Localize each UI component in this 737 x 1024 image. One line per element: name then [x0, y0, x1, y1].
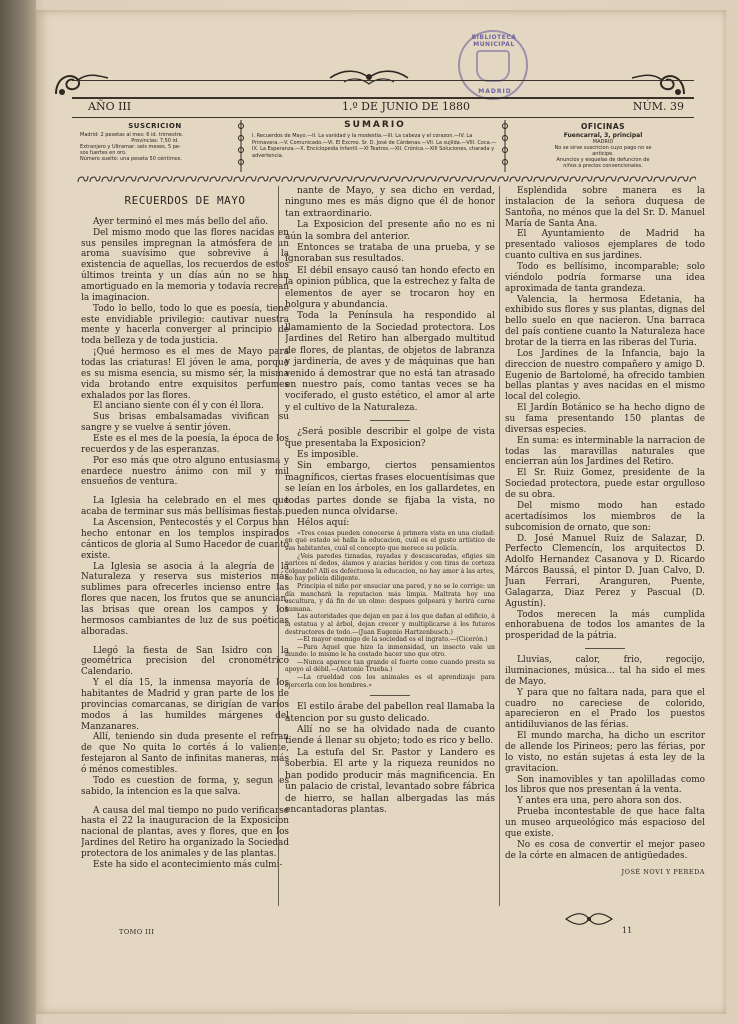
- article-paragraph: A causa del mal tiempo no pudo verificarse hasta el 22 la inauguracion de la Exposicion nacional de plantas, aves y flores, que en los Jardines del Retiro ha organizado la Sociedad protectora de los animales y de las plantas.: [81, 805, 289, 859]
- article-paragraph: El Ayuntamiento de Madrid ha presentado valiosos ejemplares de todo cuanto cultiva en sus jardines.: [505, 229, 705, 262]
- volume-footer: TOMO III: [119, 928, 155, 936]
- article-paragraph: Todos merecen la más cumplida enhorabuena de todos los amantes de la prosperidad de la pátria.: [505, 609, 705, 642]
- article-paragraph: Del mismo modo que las flores nacidas en sus pensiles impregnan la atmósfera de un aroma suavísimo que sobrevive á la existencia de aquellas, los recuerdos de estos últimos treinta y un días aún no se han amortiguado en la memoria y todavía recrean la imaginacion.: [81, 227, 289, 303]
- border-scroll-segment: [426, 176, 436, 182]
- header-top-rule: [72, 80, 694, 81]
- article-paragraph: Por eso más que otro alguno entusiasma y enardece nuestro ánimo con mil y mil ensueños de ventura.: [81, 455, 289, 488]
- article-paragraph: D. José Manuel Ruiz de Salazar, D. Perfecto Clemencín, los arquitectos D. Adolfo Hernandez Casanova y D. Ricardo Márcos Baussá, el pintor D. Juan Calvo, D. Juan Ferrari, Aranguren, Puente, Galagarza, Diaz Perez y Pascual (D. Agustín).: [505, 533, 705, 609]
- article-paragraph: La Iglesia se asocia á la alegría de la Naturaleza y reserva sus misterios más sublimes para ofrecerles incienso entre las flores que nacen, los frutos que se anuncian, las brisas que orean los campos y los hermosos cambiantes de luz de sus poéticas alboradas.: [81, 561, 289, 637]
- border-scroll-segment: [78, 176, 88, 182]
- article-paragraph: Todo es bellísimo, incomparable; solo viéndolo podría formarse una idea aproximada de tanta grandeza.: [505, 262, 705, 294]
- article-paragraph: Y el día 15, la inmensa mayoría de los habitantes de Madrid y gran parte de los de provincias comarcanas, se dirigían de varios modos á las humildes márgenes del Manzanares.: [81, 678, 289, 732]
- border-scroll-segment: [150, 176, 160, 182]
- article-paragraph: ¡Qué hermoso es el mes de Mayo para todas las criaturas! El jóven le ama, porque es su misma esencia, su mismo sér, la misma vida brotando entre exquisitos perfumes exhalados por las flores.: [81, 347, 289, 401]
- article-paragraph: Toda la Península ha respondido al llamamiento de la Sociedad protectora. Los Jardines del Retiro han albergado multitud de flores, de plantas, de objetos de labranza y jardinería, de aves y de máquinas que han venido á demostrar que no está tan atrasado en nuestro país, como tantas veces se ha vociferado, el gusto estético, el amor al arte y el cultivo de la Naturaleza.: [285, 311, 495, 413]
- article-paragraph: En suma: es interminable la narracion de todas las maravillas naturales que encierran aún los Jardines del Retiro.: [505, 435, 705, 468]
- border-scroll-segment: [510, 176, 520, 182]
- border-scroll-segment: [450, 176, 460, 182]
- border-scroll-segment: [138, 176, 148, 182]
- border-scroll-segment: [342, 176, 352, 182]
- border-scroll-segment: [294, 176, 304, 182]
- border-scroll-segment: [162, 176, 172, 182]
- article-paragraph: Allí no se ha olvidado nada de cuanto tiende á llenar su objeto; todo es rico y bello.: [285, 725, 495, 747]
- article-paragraph: Allí, teniendo sin duda presente el refran de que No quita lo cortés á lo valiente, festejaron al Santo de infinitas maneras, más ó ménos comestibles.: [81, 732, 289, 775]
- stamp-text-top: BIBLIOTECA MUNICIPAL: [471, 34, 517, 48]
- border-scroll-segment: [678, 176, 688, 182]
- page-number: 11: [622, 926, 633, 935]
- center-fleuron-icon: [324, 66, 414, 88]
- border-scroll-segment: [354, 176, 364, 182]
- article-paragraph: Y antes era una, pero ahora son dos.: [517, 796, 682, 807]
- subscription-heading: SUSCRICION: [128, 122, 182, 130]
- article-paragraph: El Sr. Ruiz Gomez, presidente de la Sociedad protectora, puede estar orgulloso de su obra.: [505, 468, 705, 501]
- border-scroll-segment: [246, 176, 256, 182]
- column-3: [505, 186, 705, 878]
- border-scroll-segment: [690, 176, 696, 182]
- border-scroll-segment: [234, 176, 244, 182]
- article-paragraph: Todo lo bello, todo lo que es poesía, tiene este envidiable privilegio: cautivar nuestra mente y hacerla converger al principio de toda belleza y de toda justicia.: [81, 303, 289, 347]
- article-paragraph: El Jardín Botánico se ha hecho digno de su fama presentando 150 plantas de diversas especies.: [505, 403, 705, 435]
- book-spine: [0, 0, 36, 1024]
- subscription-line: Número suelto: una peseta 50 céntimos.: [80, 156, 182, 162]
- border-scroll-segment: [174, 176, 184, 182]
- article-paragraph: Espléndida sobre manera es la instalacion de la señora duquesa de Santoña, no ménos que la del Sr. D. Manuel María de Santa Ana.: [505, 186, 705, 229]
- article-paragraph: Todo es cuestion de forma, y, segun es sabido, la intencion es la que salva.: [81, 775, 289, 797]
- info-band: [76, 118, 694, 174]
- border-scroll-segment: [486, 176, 496, 182]
- author-signature: JOSÉ NOVI Y PEREDA: [621, 868, 705, 877]
- article-paragraph: Ayer terminó el mes más bello del año.: [93, 216, 268, 227]
- article-paragraph: —Nunca aparece tan grande el fuerte como cuando presta su apoyo al débil.—(Antonio Trueba.): [285, 658, 495, 674]
- section-rule: [370, 695, 410, 696]
- article-paragraph: ¿Será posible describir el golpe de vista que presentaba la Exposicion?: [285, 427, 495, 449]
- border-scroll-segment: [258, 176, 268, 182]
- article-paragraph: Este es el mes de la poesía, la época de los recuerdos y de las esperanzas.: [81, 434, 289, 455]
- offices-address: Fuencarral, 3, principal: [563, 132, 643, 139]
- border-scroll-segment: [414, 176, 424, 182]
- vertical-chain-ornament-icon: [236, 118, 246, 174]
- border-scroll-segment: [210, 176, 220, 182]
- border-scroll-segment: [270, 176, 280, 182]
- subscription-line: Provincias: 7,50 id.: [131, 138, 179, 144]
- border-scroll-segment: [90, 176, 100, 182]
- article-paragraph: Entonces se trataba de una prueba, y se ignoraban sus resultados.: [285, 243, 495, 265]
- article-paragraph: Principia el niño por ensuciar una pared, y no se le corrige: un día mancharà la reputacion más limpia. Maltrata hoy una escultura, y dá fin de un olmo: despues golpeará y herirá carne humana.: [285, 582, 495, 613]
- masthead-row: [76, 100, 690, 116]
- border-scroll-segment: [642, 176, 652, 182]
- border-scroll-segment: [102, 176, 112, 182]
- article-paragraph: Llegó la fiesta de San Isidro con la geométrica precision del cronométrico Calendario.: [81, 645, 289, 678]
- article-paragraph: Del mismo modo han estado acertadísimos los miembros de la subcomision de ornato, que son:: [505, 500, 705, 533]
- border-scroll-segment: [186, 176, 196, 182]
- article-paragraph: Sin embargo, ciertos pensamientos magníficos, ciertas frases elocuentísimas que se leían en los árboles, en los gallardetes, en todas partes donde se fijaba la vista, no pueden nunca olvidarse.: [285, 461, 495, 517]
- article-paragraph: Las autoridades que dejan en paz á los que dañan al edificio, á la estatua y al árbol, dejan crecer y multiplicarse á los futuros destructores de todo.—(Juan Eugenio Hartzenbusch.): [285, 613, 495, 636]
- article-paragraph: ¿Veis paredes tiznadas, rayadas y descascaradas, efigies sin narices ni dedos, álamos y acacias heridos y con tiras de corteza colgando? Allí es defectuosa la educacion, no hay amor á las artes, no hay policía diligente.: [285, 552, 495, 583]
- article-paragraph: La Exposicion del presente año no es ni aún la sombra del anterior.: [285, 220, 495, 242]
- article-paragraph: «Tres cosas pueden conocerse á primera vista en una ciudad: en qué estado se halla la educacion, cuál es el gusto artístico de sus habitantes, cuál el concepto que merece su policía.: [285, 529, 495, 552]
- border-scroll-segment: [390, 176, 400, 182]
- border-scroll-segment: [558, 176, 568, 182]
- paragraph-gap: [81, 798, 289, 806]
- summary-heading: SUMARIO: [344, 120, 406, 130]
- border-scroll-segment: [402, 176, 412, 182]
- article-paragraph: Sus brisas embalsamadas vivifican su sangre y se vuelve á sentir jóven.: [81, 412, 289, 434]
- article-paragraph: Valencia, la hermosa Edetania, ha exhibido sus flores y sus plantas, dignas del bello suelo en que nacieron. Una barraca del país contiene cuanto la Naturaleza hace brotar de la tierra en las riberas del Turia.: [505, 294, 705, 349]
- stamp-text-bottom: MADRID: [478, 88, 512, 95]
- border-scroll-segment: [582, 176, 592, 182]
- volume-label: AÑO III: [88, 100, 132, 113]
- section-rule: [585, 648, 625, 649]
- vertical-chain-ornament-icon: [500, 118, 510, 174]
- article-paragraph: Hélos aquí:: [297, 518, 350, 529]
- subscription-line: Extranjero y Ultramar: seis meses, 5 pe-: [80, 144, 181, 150]
- article-paragraph: nante de Mayo, y sea dicho en verdad, ninguno mes es más digno que él de honor tan extraordinario.: [285, 186, 495, 219]
- border-scroll-segment: [618, 176, 628, 182]
- border-scroll-segment: [546, 176, 556, 182]
- article-paragraph: La Iglesia ha celebrado en el mes que acaba de terminar sus más bellísimas fiestas.: [81, 496, 289, 518]
- article-title: RECUERDOS DE MAYO: [124, 194, 246, 207]
- subscription-line: sos fuertes en oro.: [80, 150, 127, 156]
- article-paragraph: Y para que no faltara nada, para que el cuadro no careciese de colorido, aparecieron en el Prado los puestos antidiluvianos de las férias.: [505, 687, 705, 731]
- left-scroll-ornament-icon: [52, 66, 110, 100]
- article-paragraph: El estilo árabe del pabellon real llamaba la atencion por su gusto delicado.: [285, 702, 495, 724]
- column-1: [81, 186, 289, 871]
- article-paragraph: El débil ensayo causó tan hondo efecto en la opinion pública, que la estrechez y falta de elementos de ayer se trocaron hoy en holgura y abundancia.: [285, 265, 495, 311]
- border-scroll-segment: [282, 176, 292, 182]
- border-scroll-segment: [126, 176, 136, 182]
- header-rule: [72, 97, 694, 99]
- border-scroll-segment: [306, 176, 316, 182]
- border-scroll-segment: [318, 176, 328, 182]
- article-paragraph: La estufa del Sr. Pastor y Landero es soberbia. El arte y la riqueza reunidos no han podido producir más magnificencia. En un palacio de cristal, levantado sobre fábrica de hierro, se hallan albergadas las más encantadoras plantas.: [285, 747, 495, 815]
- end-fleuron-icon: [564, 912, 614, 926]
- border-scroll-segment: [198, 176, 208, 182]
- border-scroll-segment: [330, 176, 340, 182]
- border-scroll-segment: [534, 176, 544, 182]
- border-scroll-segment: [366, 176, 376, 182]
- offices-city: MADRID: [592, 139, 614, 145]
- ornamental-border-icon: [74, 174, 696, 184]
- border-scroll-segment: [522, 176, 532, 182]
- offices-line: anticipe.: [592, 151, 614, 157]
- subscription-box: [76, 118, 234, 174]
- article-paragraph: El anciano siente con él y con él llora.: [93, 401, 264, 412]
- column-divider: [499, 186, 500, 906]
- article-paragraph: Es imposible.: [297, 449, 359, 460]
- article-paragraph: La Ascension, Pentecostés y el Corpus han hecho entonar en los templos inspirados cánticos de gloria al Sumo Hacedor de cuanto existe.: [81, 518, 289, 561]
- article-paragraph: Son inamovibles y tan apolilladas como los libros que nos presentan á la venta.: [505, 774, 705, 796]
- article-paragraph: —Para Aquel que hizo la inmensidad, un insecto vale un mundo: lo mismo le ha costado hacer uno que otro.: [285, 643, 495, 659]
- offices-line: No se sirve suscricion cuyo pago no se: [554, 145, 652, 151]
- issue-number: NÚM. 39: [632, 100, 684, 113]
- border-scroll-segment: [378, 176, 388, 182]
- border-scroll-segment: [438, 176, 448, 182]
- section-rule: [370, 420, 410, 421]
- border-scroll-segment: [462, 176, 472, 182]
- border-scroll-segment: [606, 176, 616, 182]
- border-scroll-segment: [474, 176, 484, 182]
- border-scroll-segment: [570, 176, 580, 182]
- article-paragraph: —El mayor enemigo de la sociedad es el ingrato.—(Cicerón.): [297, 636, 488, 644]
- article-paragraph: Este ha sido el acontecimiento más culmi-: [93, 859, 283, 870]
- offices-heading: OFICINAS: [580, 122, 626, 131]
- offices-box: [512, 118, 694, 174]
- border-scroll-segment: [498, 176, 508, 182]
- border-scroll-segment: [654, 176, 664, 182]
- article-paragraph: Prueba incontestable de que hace falta un museo arqueológico más espacioso del que existe.: [505, 807, 705, 839]
- column-divider: [278, 186, 279, 906]
- subscription-line: Madrid: 2 pesetas al mes: 6 id. trimestre.: [80, 132, 184, 138]
- article-paragraph: —La crueldad con los animales es el aprendizaje para ejercerla con los hombres.»: [285, 674, 495, 689]
- article-paragraph: No es cosa de convertir el mejor paseo de la córte en almacen de antigüedades.: [505, 839, 705, 861]
- stamp-shield-icon: [476, 50, 510, 82]
- border-scroll-segment: [666, 176, 676, 182]
- paragraph-gap: [81, 488, 289, 496]
- summary-box: [252, 118, 498, 174]
- right-scroll-ornament-icon: [630, 66, 688, 100]
- article-paragraph: Lluvias, calor, frio, regocijo, iluminaciones, música... tal ha sido el mes de Mayo.: [505, 655, 705, 687]
- issue-date: 1.º DE JUNIO DE 1880: [341, 100, 470, 113]
- offices-line: Anuncios y esquelas de defuncion de: [556, 157, 650, 163]
- summary-text: I. Recuerdos de Mayo.—II. La vanidad y la modestia.—III. La cabeza y el corazon.—IV. La Primavera.—V. Comunicado.—VI. El Excmo. Sr. D. José de Cárdenas.—VII. La sujilda.—VIII. Coca.—IX. La Esperanza.—X. Enciclopedia infantil.—XI Teatros.—XII. Crónica.—XIII Soluciones, charada y advertencia.: [252, 133, 497, 159]
- border-scroll-segment: [630, 176, 640, 182]
- border-scroll-segment: [114, 176, 124, 182]
- article-paragraph: El mundo marcha, ha dicho un escritor de allende los Pirineos; pero las férias, por lo visto, no están sujetas á esta ley de la gravitacion.: [505, 731, 705, 774]
- article-paragraph: Los Jardines de la Infancia, bajo la direccion de nuestro compañero y amigo D. Eugenio de Bartolomé, ha ofrecido tambien bellas plantas y aves nacidas en el mismo local del colegio.: [505, 348, 705, 403]
- offices-line: niños á precios convencionales.: [563, 163, 643, 169]
- paragraph-gap: [81, 638, 289, 646]
- border-scroll-segment: [222, 176, 232, 182]
- border-scroll-segment: [594, 176, 604, 182]
- column-2: [285, 186, 495, 816]
